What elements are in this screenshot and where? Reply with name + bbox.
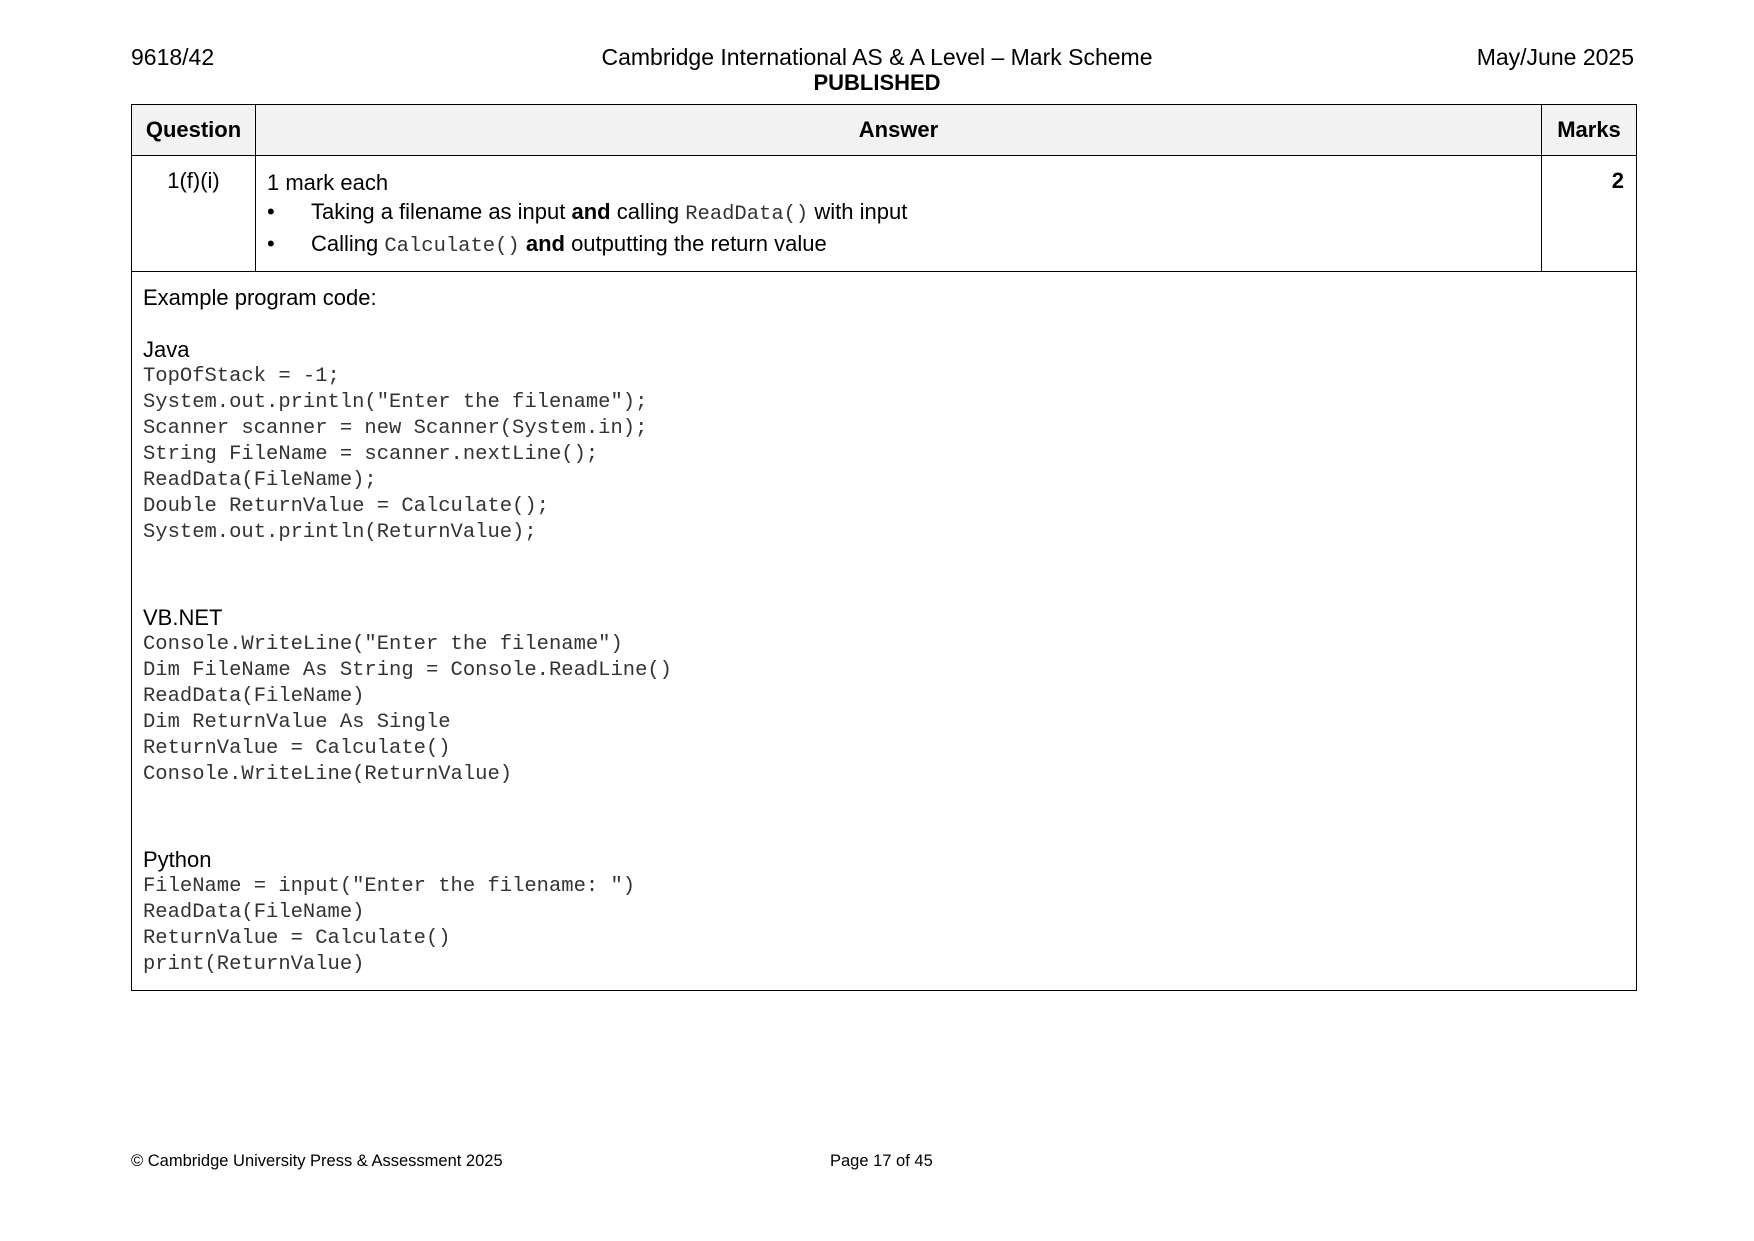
code-line: Dim ReturnValue As Single (143, 711, 451, 734)
question-column-header: Question (132, 105, 256, 156)
code-line: ReturnValue = Calculate() (143, 737, 451, 760)
vbnet-label: VB.NET (143, 605, 223, 630)
copyright-notice: © Cambridge University Press & Assessment 2025 (131, 1152, 503, 1170)
mark-points-list (267, 197, 1530, 261)
code-line: System.out.println("Enter the filename"); (143, 391, 648, 414)
page-number: Page 17 of 45 (830, 1152, 933, 1170)
code-line: TopOfStack = -1; (143, 365, 340, 388)
marks-column-header: Marks (1542, 105, 1637, 156)
paper-code: 9618/42 (131, 44, 215, 70)
code-line: Console.WriteLine(ReturnValue) (143, 763, 513, 786)
mark-intro: 1 mark each (267, 170, 389, 195)
java-label: Java (143, 337, 190, 362)
example-code-cell (132, 272, 1637, 991)
mark-scheme-table (131, 104, 1637, 991)
code-line: System.out.println(ReturnValue); (143, 521, 537, 544)
code-line: ReadData(FileName) (143, 685, 365, 708)
java-code-block (143, 364, 1625, 546)
vbnet-code-block (143, 632, 1625, 788)
code-line: Console.WriteLine("Enter the filename") (143, 633, 623, 656)
mark-point-1: • Taking a filename as input and calling ReadData() with input (267, 199, 908, 226)
code-line: print(ReturnValue) (143, 953, 365, 976)
code-line: Dim FileName As String = Console.ReadLine() (143, 659, 672, 682)
example-intro: Example program code: (143, 285, 377, 310)
answer-column-header: Answer (256, 105, 1542, 156)
python-label: Python (143, 847, 212, 872)
table-row (132, 156, 1637, 272)
code-line: ReadData(FileName); (143, 469, 377, 492)
code-line: ReadData(FileName) (143, 901, 365, 924)
code-line: Scanner scanner = new Scanner(System.in); (143, 417, 648, 440)
code-line: String FileName = scanner.nextLine(); (143, 443, 599, 466)
code-line: Double ReturnValue = Calculate(); (143, 495, 549, 518)
answer-cell (256, 156, 1542, 272)
bullet-icon: • (267, 199, 275, 224)
question-number: 1(f)(i) (132, 156, 256, 272)
document-subtitle: PUBLISHED (813, 70, 941, 95)
example-row (132, 272, 1637, 991)
code-line: ReturnValue = Calculate() (143, 927, 451, 950)
bullet-icon: • (267, 231, 275, 256)
document-title: Cambridge International AS & A Level – Mark Scheme (601, 44, 1153, 70)
marks-value: 2 (1542, 156, 1637, 272)
code-line: FileName = input("Enter the filename: ") (143, 875, 636, 898)
table-header-row (132, 105, 1637, 156)
python-code-block (143, 874, 1625, 978)
mark-point-2: • Calling Calculate() and outputting the return value (267, 231, 827, 258)
exam-session: May/June 2025 (1476, 44, 1634, 70)
